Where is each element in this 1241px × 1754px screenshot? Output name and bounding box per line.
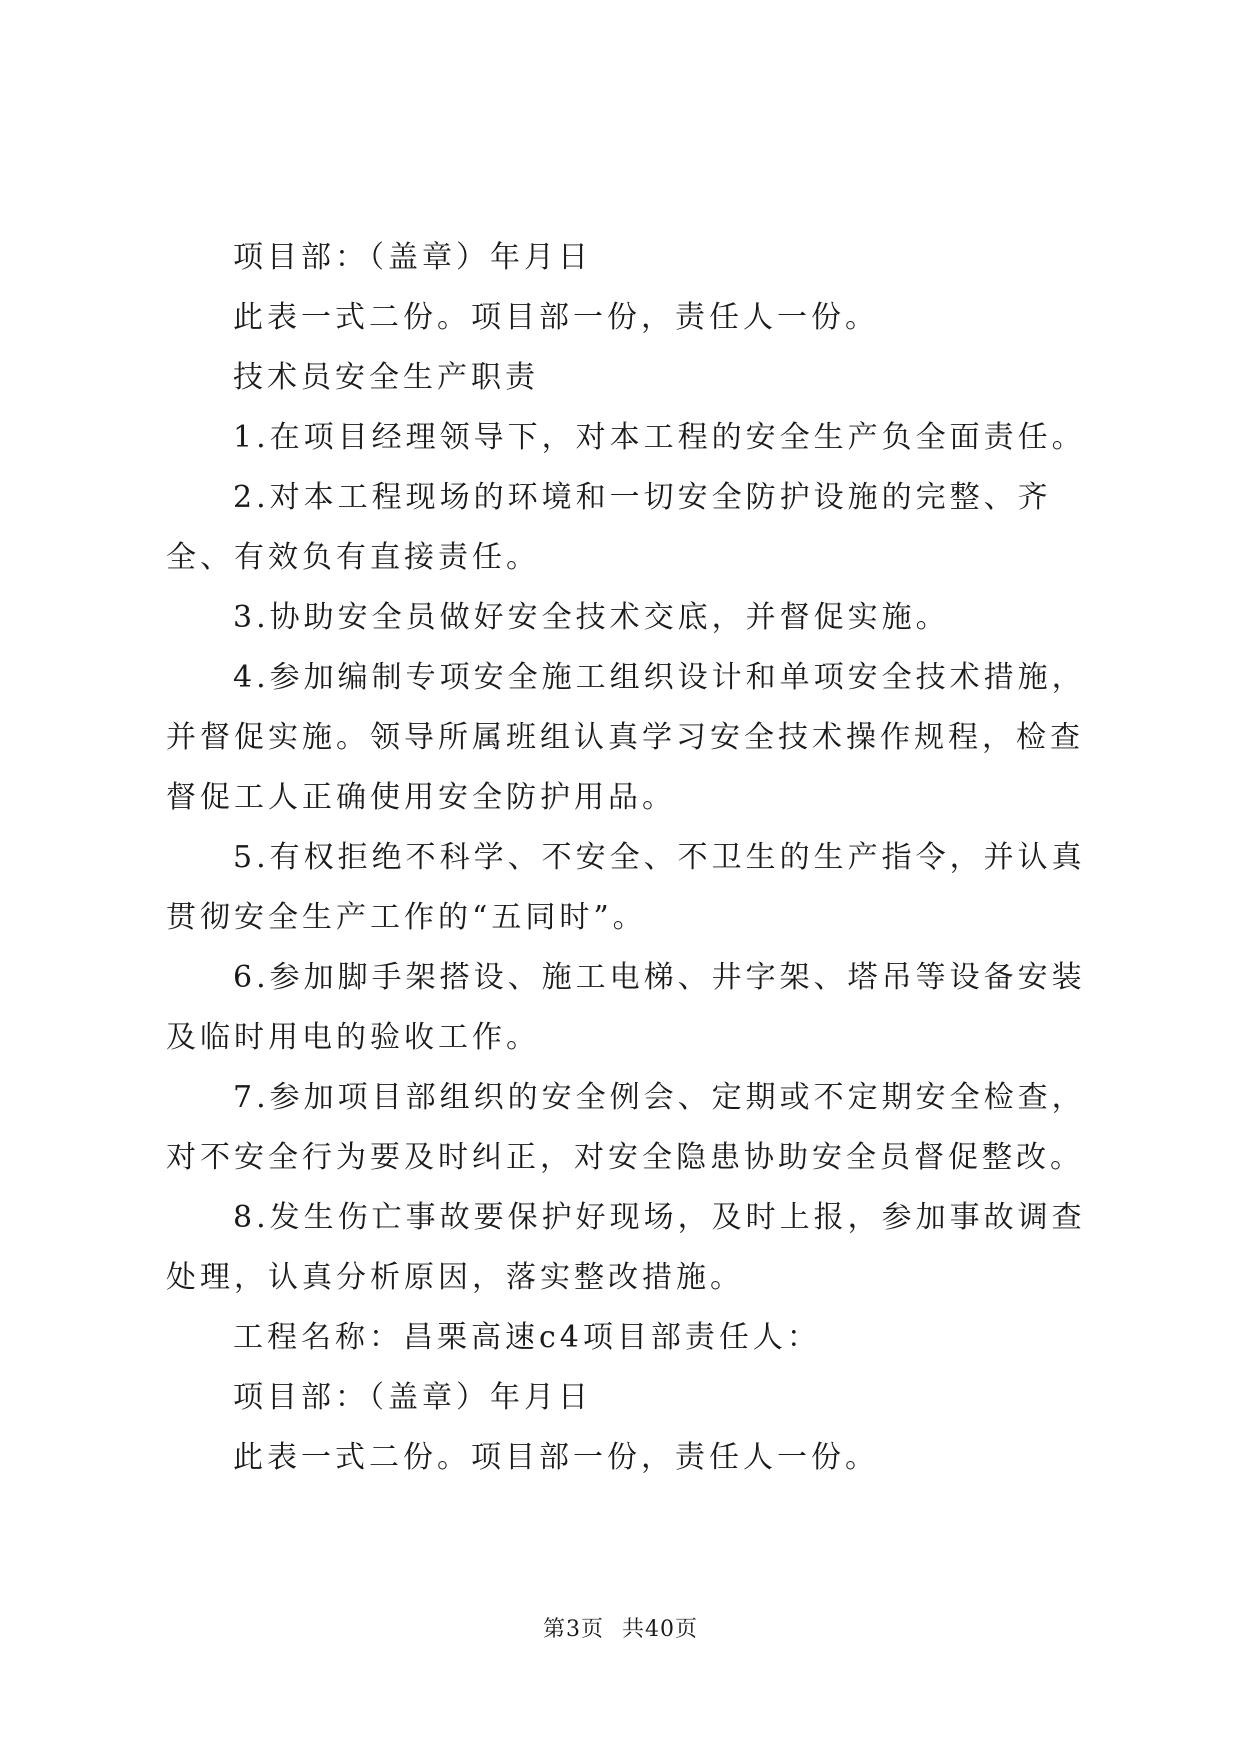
duty-item-1: 1.在项目经理领导下，对本工程的安全生产负全面责任。 [233,420,1086,455]
document-body [166,228,1096,1488]
page-footer [0,1615,1241,1645]
duty-item-3: 3.协助安全员做好安全技术交底，并督促实施。 [233,600,950,635]
duty-item-7: 7.参加项目部组织的安全例会、定期或不定期安全检查，对不安全行为要及时纠正，对安全隐患协助安全员督促整改。 [166,1080,1086,1175]
duty-item-4: 4.参加编制专项安全施工组织设计和单项安全技术措施，并督促实施。领导所属班组认真学习安全技术操作规程，检查督促工人正确使用安全防护用品。 [166,660,1086,815]
page-number: 第3页 [543,1617,604,1642]
stamp-line: 项目部：（盖章）年月日 [233,1380,592,1415]
copies-note: 此表一式二份。项目部一份，责任人一份。 [233,1440,879,1475]
duty-item-2: 2.对本工程现场的环境和一切安全防护设施的完整、齐全、有效负有直接责任。 [166,480,1052,575]
duty-item-5: 5.有权拒绝不科学、不安全、不卫生的生产指令，并认真贯彻安全生产工作的“五同时”。 [166,840,1086,935]
duty-item-6: 6.参加脚手架搭设、施工电梯、井字架、塔吊等设备安装及临时用电的验收工作。 [166,960,1086,1055]
project-name-line: 工程名称：昌栗高速c4项目部责任人： [233,1320,821,1355]
section-title: 技术员安全生产职责 [233,360,539,395]
copies-note: 此表一式二份。项目部一份，责任人一份。 [233,300,879,335]
stamp-line: 项目部：（盖章）年月日 [233,240,592,275]
duty-item-8: 8.发生伤亡事故要保护好现场，及时上报，参加事故调查处理，认真分析原因，落实整改措施。 [166,1200,1086,1295]
page-total: 共40页 [622,1617,698,1642]
